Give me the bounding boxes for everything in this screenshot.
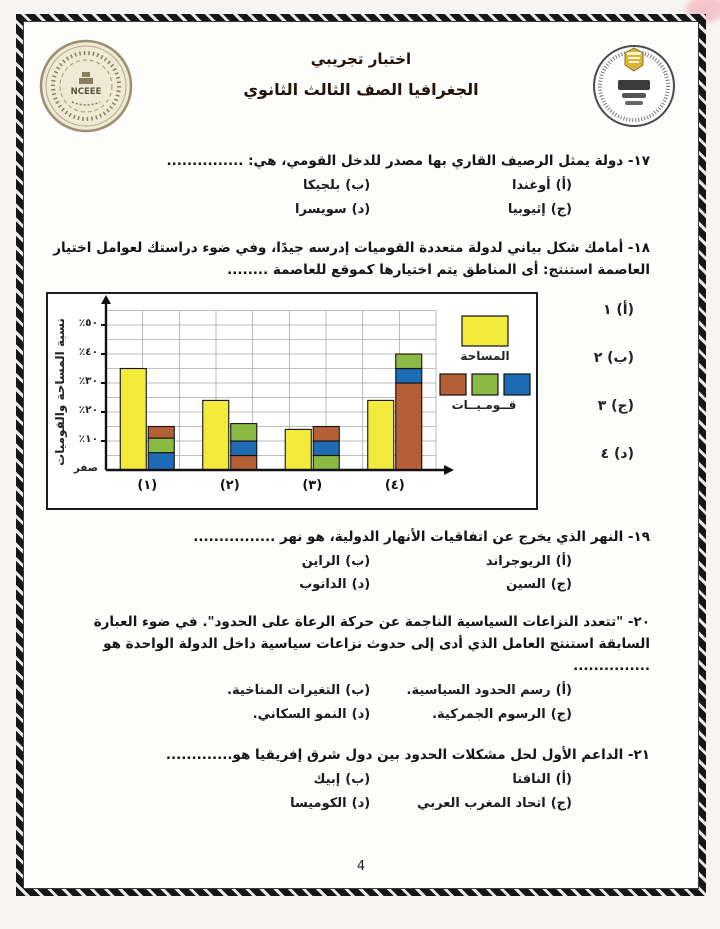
nationality-stack-segment	[313, 426, 339, 441]
exam-subject-title: الجغرافيا الصف الثالث الثانوي	[243, 80, 479, 99]
option-b: (ب) ٢	[593, 349, 634, 366]
decorative-page-border	[16, 14, 706, 896]
y-axis-arrow-icon	[101, 295, 111, 304]
page-header	[38, 38, 680, 142]
nationality-stack-segment	[148, 438, 174, 453]
option-d: (د)الكوميسا	[290, 795, 371, 811]
y-tick-label: ٢٠٪	[78, 403, 98, 416]
area-bar	[203, 400, 229, 470]
option-b: (ب)الراين	[301, 553, 371, 569]
question-17-options	[46, 174, 676, 221]
nationality-stack-segment	[313, 441, 339, 456]
legend-nationality-swatch	[504, 374, 530, 395]
option-d: (د) ٤	[600, 445, 634, 462]
nationality-stack-segment	[231, 423, 257, 440]
option-c: (ج)اتحاد المغرب العربي	[417, 795, 572, 811]
question-18-text: ١٨- أمامك شكل بياني لدولة متعددة القوميات إدرسه جيدًا، وفي ضوء دراستك لعوامل اختيار العاصمة استنتج: أى المناطق يتم اختيارها كموقع للعاصمة ........	[53, 240, 650, 279]
nationality-stack-segment	[148, 426, 174, 438]
x-category-label: (٢)	[219, 477, 240, 493]
nationality-stack-segment	[148, 452, 174, 469]
question-20-text: ٢٠- "تتعدد النزاعات السياسية الناجمة عن حركة الرعاة على الحدود". في ضوء العبارة السابقة استنتج العامل الذي أدى إلى حدوث نزاعات سياسية داخل الدولة الواحدة هو ...............	[93, 613, 650, 675]
question-18	[46, 237, 676, 510]
option-b: (ب)التغيرات المناخية.	[227, 683, 371, 699]
nationalities-chart	[46, 292, 538, 510]
option-a: (أ)الريوجراند	[485, 553, 572, 569]
question-21-options	[46, 768, 676, 815]
option-d: (د)سويسرا	[295, 201, 371, 217]
question-20	[46, 611, 676, 727]
y-tick-label: صفر	[73, 461, 98, 474]
page-number: 4	[356, 859, 366, 874]
area-bar	[285, 429, 311, 470]
y-tick-label: ٣٠٪	[78, 374, 98, 387]
option-a: (أ)النافتا	[512, 772, 572, 788]
legend-nationality-swatch	[440, 374, 466, 395]
y-axis-label: نسبة المساحة والقوميات	[53, 317, 67, 466]
exam-type-title: اختبار تجريبي	[310, 50, 412, 68]
x-axis-arrow-icon	[444, 465, 454, 475]
nationality-stack-segment	[231, 455, 257, 470]
nationality-stack-segment	[396, 383, 422, 470]
y-tick-label: ٤٠٪	[78, 345, 98, 358]
legend-nationalities-label: قــومـيــات	[451, 397, 517, 412]
option-c: (ج)الرسوم الجمركية.	[432, 706, 572, 722]
area-bar	[368, 400, 394, 470]
ministry-emblem-logo	[588, 38, 680, 134]
question-21-text: ٢١- الداعم الأول لحل مشكلات الحدود بين دول شرق إفريقيا هو.............	[165, 747, 650, 764]
nationality-stack-segment	[231, 441, 257, 456]
question-19-text: ١٩- النهر الذي يخرج عن اتفاقيات الأنهار الدولية، هو نهر ................	[193, 528, 650, 545]
nationality-stack-segment	[396, 354, 422, 369]
area-bar	[120, 368, 146, 470]
svg-text:NCEEE: NCEEE	[70, 87, 102, 97]
option-c: (ج) ٣	[597, 397, 634, 414]
nceee-seal-logo	[38, 38, 134, 138]
exam-page	[23, 21, 699, 889]
legend-area-swatch	[462, 316, 508, 346]
question-17-text: ١٧- دولة يمثل الرصيف القاري بها مصدر للدخل القومي، هي: ...............	[166, 153, 650, 169]
question-20-options	[46, 679, 676, 726]
question-19	[46, 526, 676, 597]
option-c: (ج)إثيوبيا	[507, 201, 572, 217]
x-category-label: (٤)	[384, 477, 405, 493]
question-18-options	[538, 292, 674, 510]
nationality-stack-segment	[313, 455, 339, 470]
legend-nationality-swatch	[472, 374, 498, 395]
legend-area-label: المساحة	[460, 348, 510, 363]
option-d: (د)الدانوب	[299, 577, 371, 593]
option-b: (ب)بلجيكا	[302, 178, 371, 194]
x-category-label: (١)	[137, 477, 158, 493]
option-b: (ب)إبيك	[313, 772, 371, 788]
exam-titles	[243, 38, 478, 99]
y-tick-label: ١٠٪	[78, 432, 98, 445]
option-a: (أ)رسم الحدود السياسية.	[406, 683, 572, 699]
question-17	[46, 150, 676, 221]
option-d: (د)النمو السكاني.	[252, 706, 371, 722]
nationality-stack-segment	[396, 368, 422, 383]
x-category-label: (٣)	[302, 477, 323, 493]
option-a: (أ) ١	[602, 301, 634, 318]
question-21	[46, 744, 676, 815]
option-c: (ج)السين	[506, 577, 572, 593]
y-tick-label: ٥٠٪	[78, 316, 98, 329]
question-19-options	[46, 550, 676, 597]
option-a: (أ)أوغندا	[511, 178, 572, 194]
